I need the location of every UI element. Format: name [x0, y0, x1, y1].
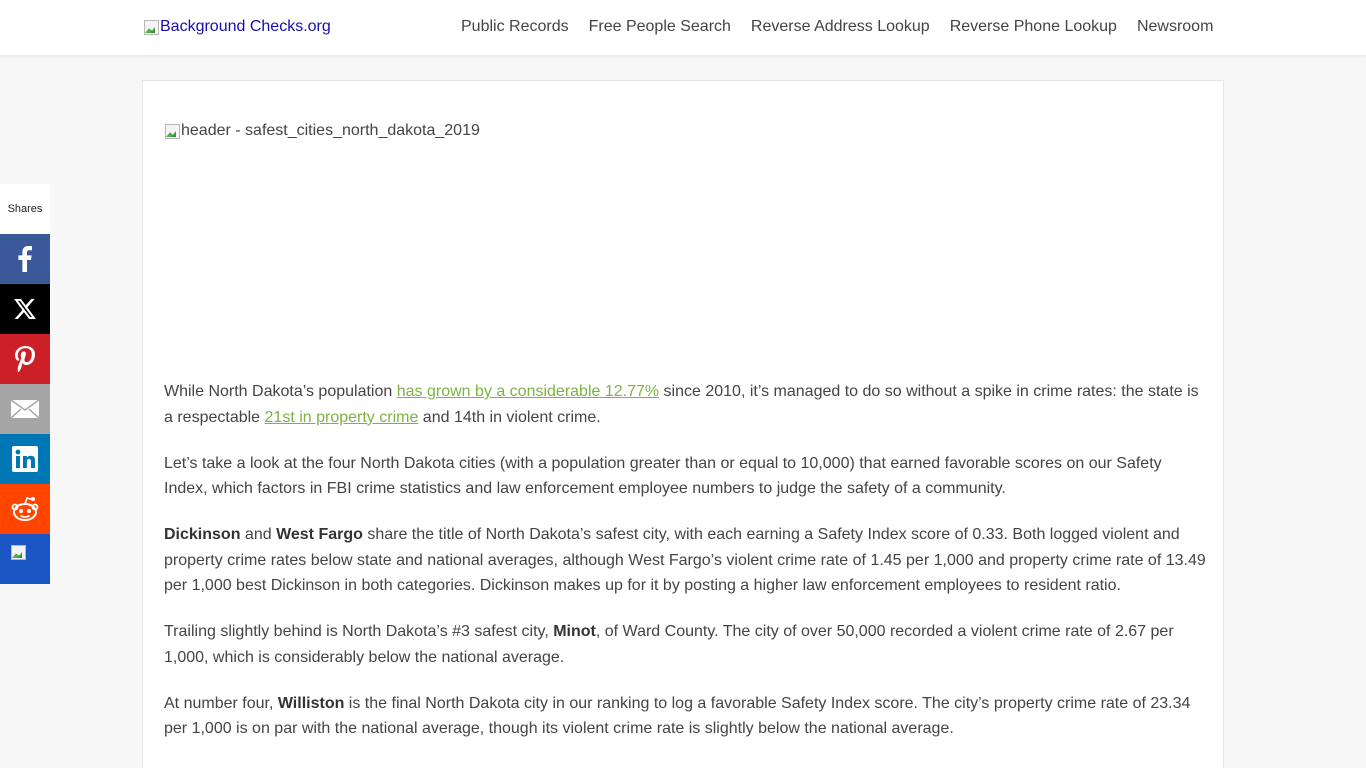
paragraph-dickinson-west-fargo [164, 522, 1206, 599]
nav-reverse-phone-lookup[interactable]: Reverse Phone Lookup [949, 18, 1117, 35]
share-email-button[interactable] [0, 384, 50, 434]
share-more-button[interactable] [0, 534, 50, 584]
main-nav [461, 18, 1213, 36]
paragraph-minot [164, 619, 1206, 670]
nav-reverse-address-lookup[interactable]: Reverse Address Lookup [750, 18, 930, 35]
share-facebook-button[interactable] [0, 234, 50, 284]
text: share the title of North Dakota’s safest city, with each earning a Safety Index score of 0.33. Both logged violent and property crime rates below state and national averages, although West Fargo’s violent crime rate of 1.45 per 1,000 and property crime rate of 13.49 per 1,000 best Dickinson in both categories. Dickinson makes up for it by posting a higher law enforcement employees to resident ratio. [164, 526, 1206, 594]
site-logo-link[interactable] [143, 18, 331, 36]
city-name-west-fargo: West Fargo [276, 526, 363, 543]
nav-newsroom[interactable]: Newsroom [1136, 18, 1214, 35]
text: and 14th in violent crime. [418, 408, 601, 426]
share-linkedin-button[interactable] [0, 434, 50, 484]
article-body [164, 379, 1206, 762]
share-sidebar [0, 184, 50, 584]
x-icon [14, 299, 36, 319]
broken-image-icon [164, 123, 180, 139]
header-image-alt-text: header - safest_cities_north_dakota_2019 [181, 122, 480, 139]
broken-image-icon [10, 544, 26, 560]
city-name-dickinson: Dickinson [164, 526, 241, 543]
paragraph-methodology: Let’s take a look at the four North Dakota cities (with a population greater than or equal to 10,000) that earned favorable scores on our Safety Index, which factors in FBI crime statistics and law enforcement employee numbers to judge the safety of a community. [164, 454, 1162, 497]
property-crime-ranking-link[interactable]: 21st in property crime [264, 408, 419, 426]
nav-free-people-search[interactable]: Free People Search [588, 18, 731, 35]
population-growth-link[interactable]: has grown by a considerable 12.77% [396, 383, 660, 400]
city-name-williston: Williston [277, 694, 345, 712]
paragraph-intro [164, 379, 1206, 430]
article-card [142, 80, 1224, 768]
email-icon [11, 400, 39, 418]
linkedin-icon [12, 446, 38, 472]
nav-public-records[interactable]: Public Records [461, 18, 569, 35]
share-reddit-button[interactable] [0, 484, 50, 534]
header-image [164, 122, 480, 140]
text: At number four, [164, 694, 278, 712]
text: and [240, 526, 277, 543]
text: , of Ward County. The city of over 50,000 recorded a violent crime rate of 2.67 per 1,000, which is considerably below the national average. [164, 623, 1174, 666]
broken-image-icon [143, 19, 159, 35]
shares-label: Shares [0, 184, 50, 234]
text: Trailing slightly behind is North Dakota’s #3 safest city, [164, 623, 554, 640]
logo-alt-text: Background Checks.org [160, 18, 331, 35]
pinterest-icon [15, 346, 35, 372]
city-name-minot: Minot [553, 623, 596, 640]
facebook-icon [18, 246, 32, 272]
share-pinterest-button[interactable] [0, 334, 50, 384]
text: since 2010, it’s managed to do so without a spike in crime rates: the state is a respectable [164, 383, 1199, 426]
share-x-button[interactable] [0, 284, 50, 334]
text: While North Dakota’s population [164, 383, 397, 400]
site-header [0, 0, 1366, 56]
text: is the final North Dakota city in our ranking to log a favorable Safety Index score. The city’s property crime rate of 23.34 per 1,000 is on par with the national average, though its violent crime rate is slightly below the national average. [164, 694, 1191, 737]
paragraph-williston [164, 691, 1206, 742]
reddit-icon [11, 496, 39, 522]
